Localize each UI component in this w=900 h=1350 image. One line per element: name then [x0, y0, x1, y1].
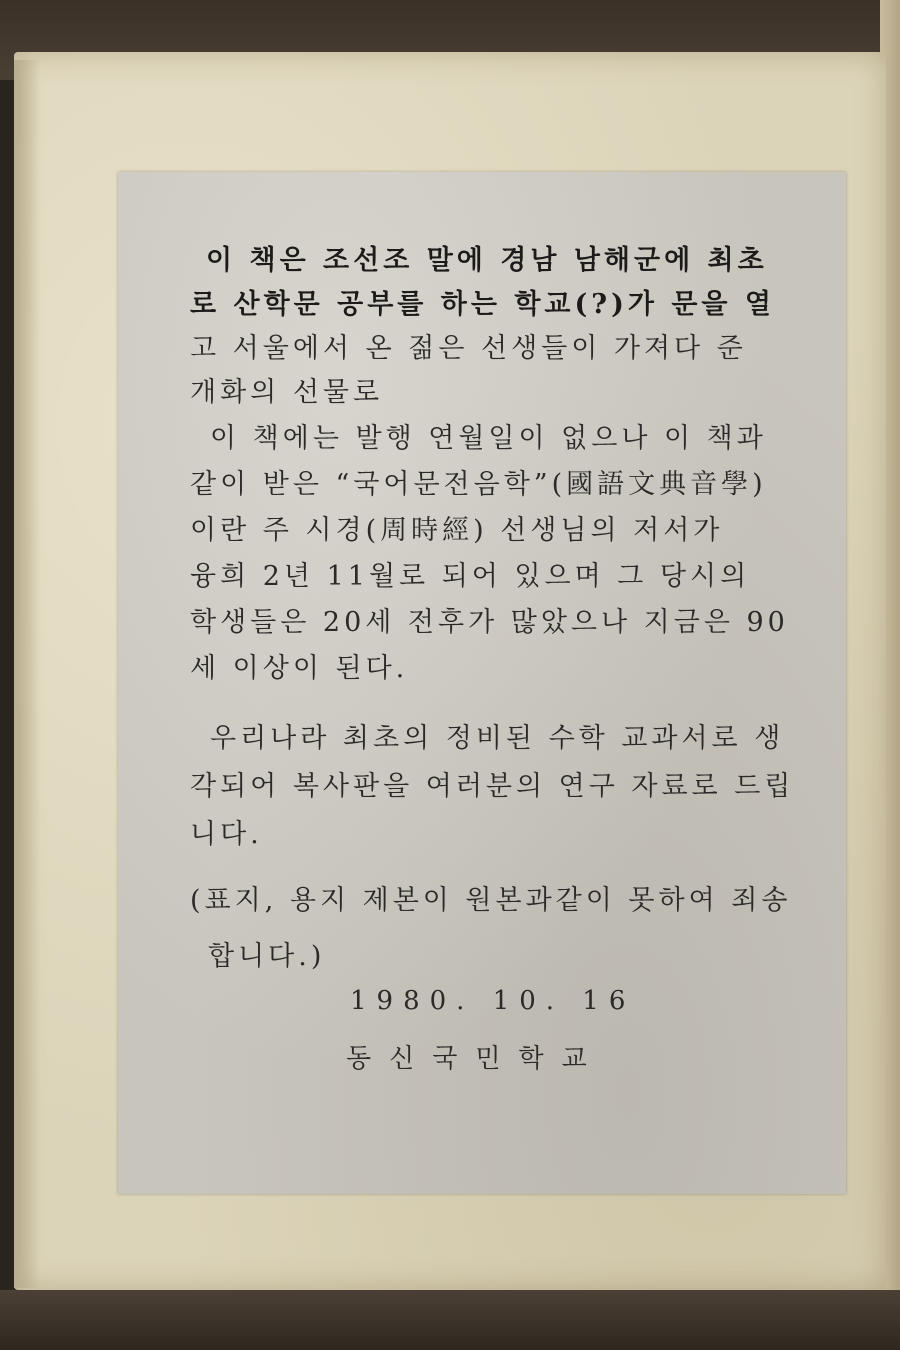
note-line: 각되어 복사판을 여러분의 연구 자료로 드립 [190, 771, 795, 802]
note-line: 융희 2년 11월로 되어 있으며 그 당시의 [190, 561, 751, 592]
background-bottom [0, 1290, 900, 1350]
pasted-note-sheet [118, 172, 846, 1194]
note-line: 이란 주 시경(周時經) 선생님의 저서가 [190, 515, 724, 546]
note-line: 같이 받은 “국어문전음학”(國語文典音學) [190, 469, 767, 500]
note-line: 고 서울에서 온 젊은 선생들이 가져다 준 [190, 333, 747, 364]
note-line: 니다. [190, 819, 263, 850]
note-line: 개화의 선물로 [190, 377, 384, 408]
note-line: 세 이상이 된다. [190, 653, 409, 684]
note-line: 우리나라 최초의 정비된 수학 교과서로 생 [210, 723, 785, 754]
school-name: 동신국민학교 [346, 1044, 605, 1074]
note-line: 이 책은 조선조 말에 경남 남해군에 최초 [206, 245, 768, 276]
note-line: 합니다.) [208, 941, 326, 972]
note-line: (표지, 용지 제본이 원본과같이 못하여 죄송 [190, 885, 792, 916]
note-date: 1980. 10. 16 [350, 986, 636, 1016]
note-line: 로 산학문 공부를 하는 학교(?)가 문을 열 [190, 289, 775, 320]
note-line: 이 책에는 발행 연월일이 없으나 이 책과 [210, 423, 767, 454]
note-line: 학생들은 20세 전후가 많았으나 지금은 90 [190, 607, 789, 638]
book-spine-shadow [14, 60, 40, 1288]
